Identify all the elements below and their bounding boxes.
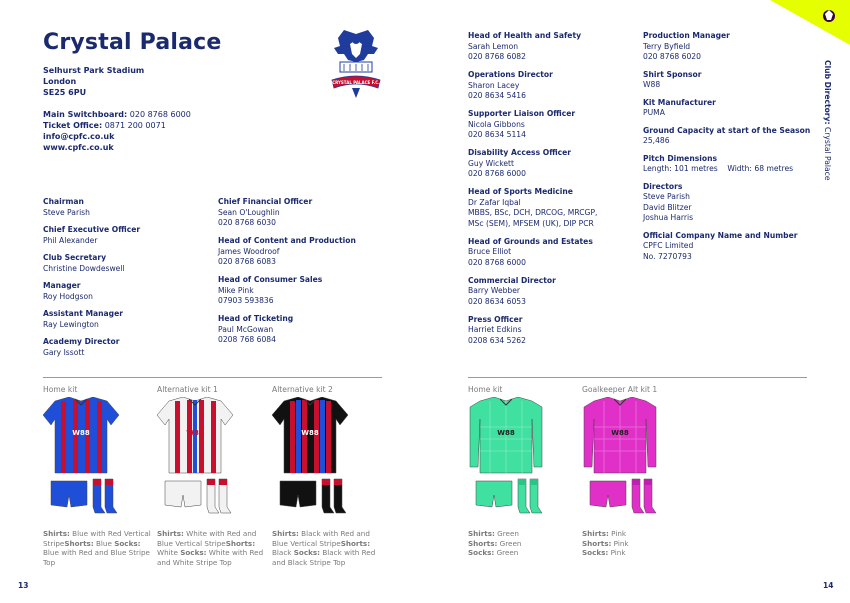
- kit-desc-value: Black with Red and Black Stripe Top: [272, 548, 376, 567]
- side-label-bold: Club Directory:: [823, 60, 832, 125]
- kit-description: [157, 529, 269, 567]
- kit-desc-label: Socks:: [468, 548, 495, 557]
- official-detail: MSc (SEM), MFSEM (UK), DIP PCR: [468, 218, 594, 228]
- official-title: Head of Ticketing: [218, 314, 294, 323]
- address-line: Selhurst Park Stadium: [43, 66, 145, 75]
- official-title: Head of Sports Medicine: [468, 187, 573, 196]
- official-entry: [218, 314, 388, 346]
- kit-desc-label: Socks:: [180, 548, 207, 557]
- official-detail: 020 8634 5114: [468, 130, 526, 139]
- official-detail: Length: 101 metres Width: 68 metres: [643, 164, 794, 173]
- official-detail: 0208 634 5262: [468, 335, 526, 345]
- side-label-rest: Crystal Palace: [823, 124, 832, 181]
- kit-desc-value: Black with Red and Blue Vertical Stripe: [272, 529, 370, 548]
- switchboard-label: Main Switchboard:: [43, 110, 128, 119]
- official-title: Club Secretary: [43, 253, 107, 262]
- official-detail: Phil Alexander: [43, 235, 98, 245]
- official-entry: [468, 187, 638, 229]
- official-title: Manager: [43, 281, 81, 290]
- official-detail: MBBS, BSc, DCH, DRCOG, MRCGP,: [468, 208, 598, 217]
- kit-desc-value: Green: [494, 529, 519, 538]
- kit-sponsor: W88: [301, 429, 319, 437]
- official-title: Pitch Dimensions: [643, 153, 717, 163]
- kit-sponsor: W88: [611, 429, 629, 437]
- official-detail: 020 8768 6000: [468, 169, 526, 178]
- official-detail: Roy Hodgson: [43, 291, 93, 301]
- official-detail: Ray Lewington: [43, 319, 99, 329]
- club-contact: [43, 109, 191, 153]
- kit-desc-label: Socks:: [114, 538, 141, 548]
- official-entry: [43, 225, 203, 246]
- kit-desc-value: White: [157, 548, 181, 557]
- ticket-number: 0871 200 0071: [104, 121, 166, 130]
- club-crest-icon: [330, 28, 382, 100]
- kit-description: [43, 529, 155, 567]
- official-detail: No. 7270793: [643, 251, 692, 261]
- official-detail: David Blitzer: [643, 202, 692, 212]
- kit-desc-label: Shorts:: [582, 538, 612, 548]
- kit-desc-label: Shirts:: [272, 529, 299, 538]
- kit-description: [582, 529, 694, 558]
- switchboard: [43, 109, 191, 120]
- kit-desc-value: Pink: [608, 529, 627, 538]
- official-detail: 07903 593836: [218, 296, 274, 305]
- kit-desc-label: Shorts:: [225, 538, 256, 548]
- page-number-left: 13: [18, 581, 29, 590]
- kit-sponsor: W88: [72, 429, 90, 437]
- kit-desc-label: Shirts:: [582, 529, 609, 538]
- official-entry: [43, 309, 203, 330]
- kit-label: Alternative kit 2: [272, 385, 333, 394]
- official-detail: 020 8768 6082: [468, 52, 526, 61]
- kit-desc-value: Pink: [611, 538, 629, 548]
- kit-desc-label: Socks:: [582, 548, 609, 557]
- kit-label: Home kit: [468, 385, 503, 394]
- kit-desc-label: Shorts:: [64, 538, 94, 548]
- official-detail: Bruce Elliot: [468, 247, 512, 256]
- kit-illustration: [270, 397, 350, 527]
- official-detail: Sarah Lemon: [468, 41, 519, 51]
- kit-description: [272, 529, 384, 567]
- official-detail: Steve Parish: [43, 207, 90, 217]
- kit-sponsor: W88: [497, 429, 515, 437]
- official-entry: [468, 148, 638, 180]
- official-detail: James Woodroof: [218, 246, 280, 256]
- official-detail: Joshua Harris: [643, 213, 694, 222]
- kit-desc-label: Shirts:: [43, 529, 70, 538]
- switchboard-number: 020 8768 6000: [129, 110, 191, 119]
- official-detail: Christine Dowdeswell: [43, 263, 125, 273]
- ticket-label: Ticket Office:: [43, 121, 103, 130]
- website-link[interactable]: [43, 142, 191, 153]
- official-entry: [643, 126, 823, 147]
- official-detail: Dr Zafar Iqbal: [468, 197, 521, 207]
- official-entry: [468, 276, 638, 308]
- kit-desc-value: White with Red and White Stripe Top: [157, 548, 264, 567]
- official-title: Official Company Name and Number: [643, 230, 798, 240]
- official-title: Chairman: [43, 197, 84, 206]
- official-title: Academy Director: [43, 337, 120, 346]
- official-detail: PUMA: [643, 108, 665, 117]
- crest-text: CRYSTAL PALACE F.C.: [332, 80, 380, 85]
- official-detail: 020 8634 6053: [468, 296, 526, 306]
- page-number-right: 14: [823, 581, 834, 590]
- official-detail: 020 8768 6030: [218, 218, 276, 227]
- side-label: [822, 60, 834, 180]
- kit-label: Home kit: [43, 385, 78, 394]
- divider-right: [468, 377, 807, 378]
- kit-desc-label: Shorts:: [468, 538, 498, 548]
- official-entry: [43, 337, 203, 358]
- official-detail: Harriet Edkins: [468, 325, 522, 334]
- official-title: Directors: [643, 181, 683, 191]
- official-detail: 0208 768 6084: [218, 335, 276, 344]
- official-entry: [218, 197, 388, 229]
- official-detail: W88: [643, 80, 661, 89]
- official-detail: Steve Parish: [643, 192, 690, 201]
- official-entry: [43, 197, 203, 218]
- official-title: Disability Access Officer: [468, 148, 572, 157]
- kit-desc-value: Blue with Red Vertical Stripe: [43, 529, 151, 548]
- kit-desc-value: White with Red and Blue Vertical Stripe: [157, 529, 257, 548]
- official-detail: Sean O'Loughlin: [218, 207, 280, 217]
- official-entry: [218, 236, 388, 268]
- divider-left: [43, 377, 382, 378]
- address-line: SE25 6PU: [43, 88, 87, 97]
- official-detail: Paul McGowan: [218, 324, 274, 334]
- official-entry: [643, 182, 823, 224]
- website-text: www.cpfc.co.uk: [43, 143, 114, 152]
- official-detail: 25,486: [643, 136, 670, 145]
- official-detail: Nicola Gibbons: [468, 119, 525, 129]
- official-entry: [468, 109, 638, 141]
- official-entry: [468, 237, 638, 269]
- kit-illustration: [41, 397, 121, 527]
- address-line: London: [43, 77, 77, 86]
- kit-desc-label: Shirts:: [468, 529, 495, 538]
- kit-sponsor: W88: [186, 429, 204, 437]
- official-title: Press Officer: [468, 314, 523, 324]
- official-detail: 020 8768 6083: [218, 257, 276, 266]
- kit-illustration: [466, 397, 546, 527]
- official-title: Chief Financial Officer: [218, 197, 313, 206]
- email-link[interactable]: [43, 131, 191, 142]
- club-title: Crystal Palace: [43, 30, 222, 55]
- official-entry: [218, 275, 388, 307]
- official-entry: [468, 31, 638, 63]
- official-entry: [643, 231, 823, 263]
- official-title: Head of Content and Production: [218, 236, 356, 245]
- official-detail: 020 8634 5416: [468, 91, 526, 100]
- kit-illustration: [580, 397, 660, 527]
- kit-desc-value: Green: [494, 548, 519, 557]
- official-title: Assistant Manager: [43, 309, 124, 318]
- official-entry: [468, 315, 638, 347]
- official-title: Production Manager: [643, 31, 730, 40]
- kit-desc-value: Blue with Red and Blue Stripe Top: [43, 548, 150, 567]
- official-title: Kit Manufacturer: [643, 97, 716, 107]
- official-title: Head of Grounds and Estates: [468, 236, 593, 246]
- kit-desc-value: Black: [272, 548, 294, 557]
- kit-desc-value: Pink: [608, 548, 626, 557]
- official-entry: [643, 98, 823, 119]
- official-title: Ground Capacity at start of the Season: [643, 125, 811, 135]
- official-title: Commercial Director: [468, 275, 556, 285]
- kit-desc-value: Green: [497, 538, 522, 548]
- official-title: Head of Consumer Sales: [218, 275, 323, 284]
- kit-desc-label: Socks:: [293, 548, 321, 557]
- kit-description: [468, 529, 580, 558]
- official-entry: [43, 253, 203, 274]
- official-detail: Sharon Lacey: [468, 80, 520, 90]
- official-detail: Mike Pink: [218, 285, 254, 295]
- premier-league-corner: [770, 0, 850, 45]
- official-detail: Guy Wickett: [468, 158, 514, 168]
- kit-desc-value: Blue: [93, 538, 115, 548]
- official-detail: Gary Issott: [43, 347, 85, 357]
- kit-illustration: [155, 397, 235, 527]
- official-title: Shirt Sponsor: [643, 69, 702, 79]
- club-address: [43, 65, 144, 98]
- ticket-office: [43, 120, 191, 131]
- kit-label: Goalkeeper Alt kit 1: [582, 385, 658, 394]
- official-entry: [43, 281, 203, 302]
- official-detail: Terry Byfield: [643, 41, 691, 51]
- official-entry: [468, 70, 638, 102]
- official-title: Chief Executive Officer: [43, 225, 141, 234]
- official-title: Operations Director: [468, 70, 553, 79]
- official-title: Head of Health and Safety: [468, 31, 582, 40]
- official-entry: [643, 154, 823, 175]
- kit-desc-label: Shorts:: [340, 538, 371, 548]
- kit-label: Alternative kit 1: [157, 385, 218, 394]
- kit-desc-label: Shirts:: [157, 529, 184, 538]
- official-detail: 020 8768 6020: [643, 52, 701, 61]
- official-title: Supporter Liaison Officer: [468, 109, 576, 118]
- email-text: info@cpfc.co.uk: [43, 132, 115, 141]
- official-detail: Barry Webber: [468, 286, 521, 295]
- official-detail: CPFC Limited: [643, 241, 694, 250]
- official-detail: 020 8768 6000: [468, 257, 526, 267]
- official-entry: [643, 70, 823, 91]
